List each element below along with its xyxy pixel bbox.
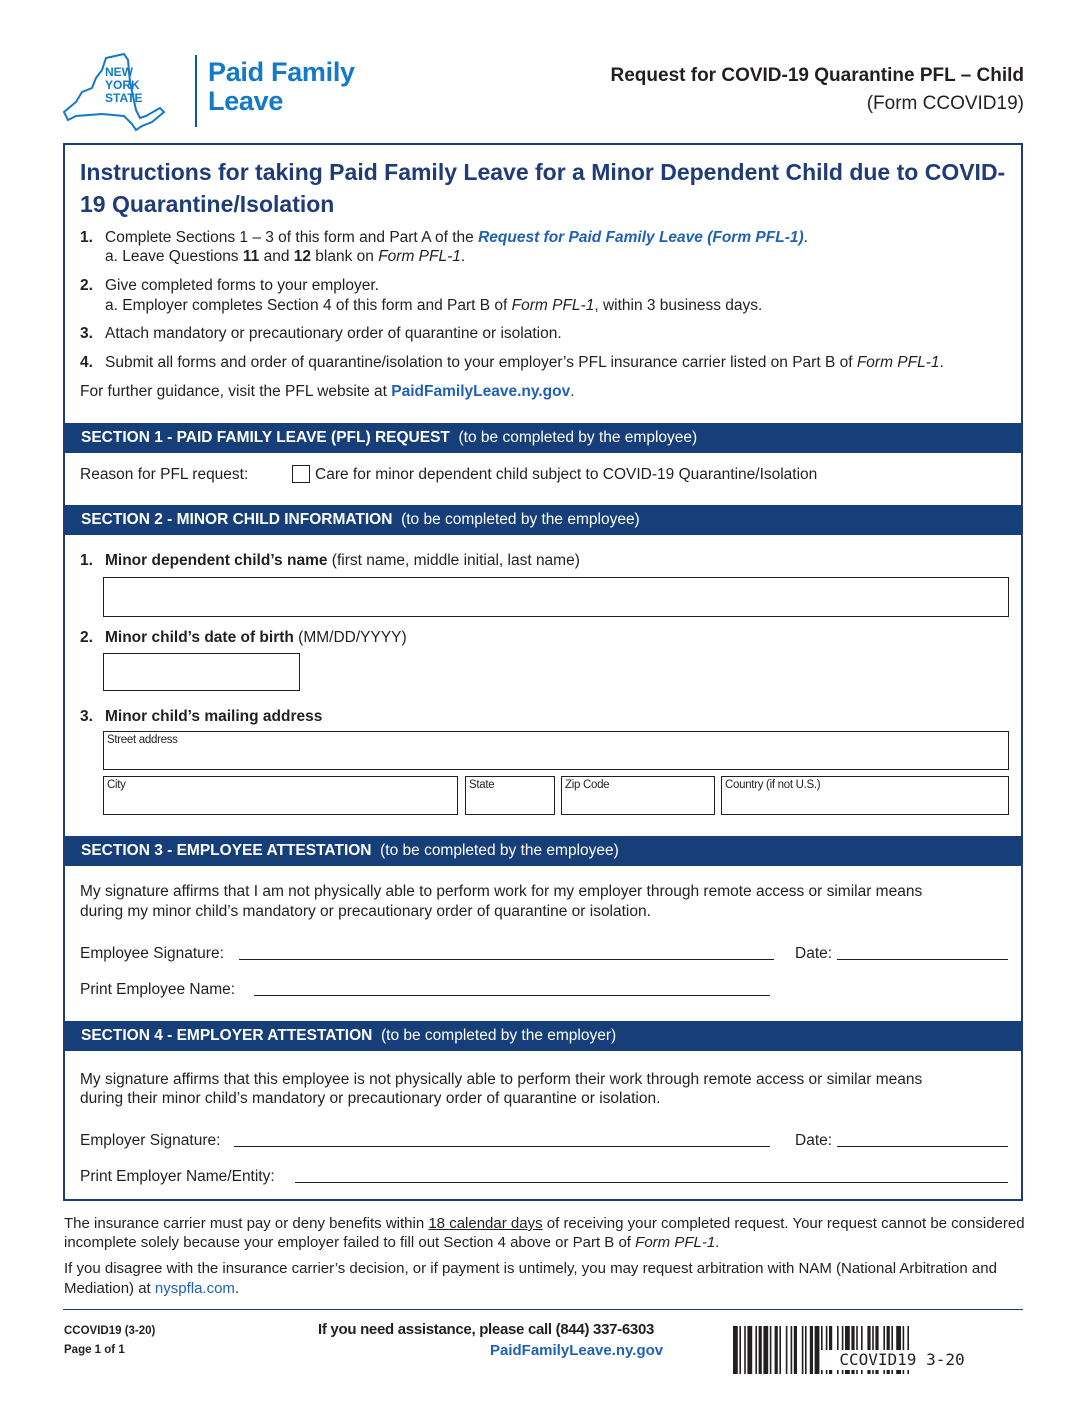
section-3-title: SECTION 3 - EMPLOYEE ATTESTATION: [81, 842, 372, 859]
note-1-line1: [64, 1214, 1025, 1234]
employee-date-line[interactable]: [837, 959, 1008, 960]
step-number: 2.: [80, 277, 93, 294]
q1-hint: (first name, middle initial, last name): [327, 552, 580, 569]
employer-name-label: Print Employer Name/Entity:: [80, 1168, 275, 1185]
barcode-bar: [775, 1326, 778, 1374]
note-text: Mediation) at: [64, 1280, 155, 1297]
q2-hint: (MM/DD/YYYY): [293, 629, 407, 646]
barcode-bar: [791, 1326, 793, 1374]
barcode-bar: [802, 1326, 804, 1374]
sub-end: , within 3 business days.: [594, 297, 763, 314]
child-name-field[interactable]: [103, 577, 1009, 617]
sub-text: a. Leave Questions: [105, 248, 243, 265]
guidance-text: For further guidance, visit the PFL website at: [80, 383, 392, 400]
employer-attestation-line1: My signature affirms that this employee is not physically able to perform their work through remote access or similar means: [80, 1071, 923, 1088]
barcode-bar: [755, 1326, 757, 1374]
section-1-header: [65, 423, 1021, 453]
barcode-bar: [759, 1326, 762, 1374]
barcode-bar: [747, 1326, 752, 1374]
barcode-bar: [805, 1326, 807, 1374]
step-2: [80, 276, 379, 296]
zip-label: Zip Code: [565, 779, 610, 791]
question-number: 3.: [80, 708, 93, 725]
logo-state-line1: NEW: [105, 65, 133, 79]
step-number: 1.: [80, 229, 93, 246]
employee-signature-line[interactable]: [239, 959, 774, 960]
step-1: [80, 228, 808, 248]
section-1-note: (to be completed by the employee): [458, 429, 698, 446]
footer-assistance: If you need assistance, please call (844) 337-6303: [318, 1321, 655, 1338]
barcode-bar: [744, 1326, 746, 1374]
city-field[interactable]: [103, 776, 458, 815]
step-3: [80, 324, 562, 344]
step-1-sub: [105, 247, 465, 267]
reason-label: Reason for PFL request:: [80, 466, 249, 483]
q1-label: Minor dependent child’s name: [105, 552, 328, 569]
step-number: 4.: [80, 354, 93, 371]
sub-text: blank on: [311, 248, 379, 265]
employer-name-line[interactable]: [295, 1182, 1008, 1183]
barcode-bar: [739, 1326, 741, 1374]
step-end: .: [939, 354, 944, 371]
question-1: [80, 551, 580, 571]
barcode-bar: [779, 1326, 781, 1374]
barcode-bar: [794, 1326, 797, 1374]
step-text: Give completed forms to your employer.: [105, 277, 379, 294]
barcode-bar: [815, 1326, 820, 1374]
employer-attestation-line2: during their minor child’s mandatory or precautionary order of quarantine or isolation.: [80, 1090, 661, 1107]
footer-form-code: CCOVID19 (3-20): [64, 1325, 156, 1337]
question-3: [80, 707, 322, 727]
note-text: of receiving your completed request. Your request cannot be considered: [542, 1215, 1025, 1232]
street-address-field[interactable]: [103, 731, 1009, 770]
employee-name-line[interactable]: [254, 995, 770, 996]
step-form: Form PFL-1: [856, 354, 940, 371]
covid-care-option-label: Care for minor dependent child subject to COVID-19 Quarantine/Isolation: [315, 466, 818, 483]
program-line2: Leave: [208, 86, 284, 116]
question-number: 1.: [80, 552, 93, 569]
new-york-state-map-logo: [62, 52, 170, 132]
employee-name-label: Print Employee Name:: [80, 981, 236, 998]
step-number: 3.: [80, 325, 93, 342]
section-3-header: [65, 836, 1021, 866]
employee-date-label: Date:: [795, 945, 833, 962]
guidance-end: .: [570, 383, 575, 400]
step-4: [80, 353, 944, 373]
barcode-bar: [733, 1326, 738, 1374]
child-dob-field[interactable]: [103, 653, 300, 691]
section-2-note: (to be completed by the employee): [401, 511, 640, 528]
logo-divider: [195, 55, 197, 127]
note-18-days: 18 calendar days: [428, 1215, 543, 1232]
country-field[interactable]: [721, 776, 1009, 815]
form-id: (Form CCOVID19): [866, 93, 1024, 114]
sub-end: .: [460, 248, 466, 265]
section-4-title: SECTION 4 - EMPLOYER ATTESTATION: [81, 1027, 373, 1044]
section-3-note: (to be completed by the employee): [380, 842, 619, 859]
zip-field[interactable]: [561, 776, 715, 815]
step-text: Submit all forms and order of quarantine/isolation to your employer’s PFL insurance carrier listed on Part B of: [105, 354, 857, 371]
footer-page: Page 1 of 1: [64, 1344, 125, 1356]
pfl-website-link[interactable]: PaidFamilyLeave.ny.gov: [391, 383, 571, 400]
note-1-line2: [64, 1233, 719, 1253]
employee-signature-label: Employee Signature:: [80, 945, 224, 962]
employer-signature-line[interactable]: [234, 1146, 770, 1147]
section-2-title: SECTION 2 - MINOR CHILD INFORMATION: [81, 511, 393, 528]
note-text: The insurance carrier must pay or deny benefits within: [64, 1215, 429, 1232]
step-text-end: .: [803, 229, 808, 246]
step-text: Attach mandatory or precautionary order of quarantine or isolation.: [105, 325, 562, 342]
section-1-title: SECTION 1 - PAID FAMILY LEAVE (PFL) REQUEST: [81, 429, 450, 446]
note-2-line1: If you disagree with the insurance carrier’s decision, or if payment is untimely, you may request arbitration with NAM (National Arbitration and: [64, 1260, 997, 1277]
section-2-header: [65, 505, 1021, 535]
footer-rule: [63, 1309, 1023, 1310]
step-text: Complete Sections 1 – 3 of this form and Part A of the: [105, 229, 479, 246]
q3-label: Minor child’s mailing address: [105, 708, 323, 725]
question-2: [80, 628, 407, 648]
instructions-title: Instructions for taking Paid Family Leave for a Minor Dependent Child due to COVID-19 Quarantine/Isolation: [80, 159, 1006, 217]
note-end: .: [234, 1280, 240, 1297]
barcode-bar: [770, 1326, 772, 1374]
document-title: Request for COVID-19 Quarantine PFL – Child: [610, 65, 1024, 86]
section-4-note: (to be completed by the employer): [380, 1027, 617, 1044]
note-form: Form PFL-1: [635, 1234, 716, 1251]
program-line1: Paid Family: [208, 57, 355, 87]
step-2-sub: [105, 296, 762, 316]
employee-attestation-line2: during my minor child’s mandatory or precautionary order of quarantine or isolation.: [80, 903, 651, 920]
city-label: City: [107, 779, 126, 791]
section-4-header: [65, 1021, 1021, 1051]
program-logo-text: [208, 58, 355, 116]
barcode-text: CCOVID19 3-20: [820, 1350, 984, 1370]
country-label: Country (if not U.S.): [725, 779, 821, 791]
state-label: State: [469, 779, 495, 791]
sub-q11: 11: [242, 248, 260, 265]
question-number: 2.: [80, 629, 93, 646]
note-end: .: [715, 1234, 720, 1251]
sub-text: and: [259, 248, 294, 265]
sub-form: Form PFL-1: [378, 248, 461, 265]
guidance: [80, 382, 575, 402]
covid-care-checkbox[interactable]: [292, 465, 310, 483]
employer-date-line[interactable]: [837, 1146, 1008, 1147]
employer-signature-label: Employer Signature:: [80, 1132, 221, 1149]
sub-text: a. Employer completes Section 4 of this form and Part B of: [105, 297, 512, 314]
note-text: incomplete solely because your employer failed to fill out Section 4 above or Part B of: [64, 1234, 636, 1251]
logo-state-line3: STATE: [105, 91, 143, 105]
note-2-line2: [64, 1279, 239, 1299]
logo-state-line2: YORK: [105, 78, 140, 92]
barcode-bar: [786, 1326, 788, 1374]
pfl1-link[interactable]: Request for Paid Family Leave (Form PFL-1): [478, 229, 804, 246]
barcode-bar: [763, 1326, 768, 1374]
nam-link[interactable]: nyspfla.com: [154, 1280, 235, 1297]
sub-form: Form PFL-1: [511, 297, 595, 314]
barcode-bar: [810, 1326, 813, 1374]
state-field[interactable]: [465, 776, 555, 815]
street-label: Street address: [107, 734, 178, 746]
employer-date-label: Date:: [795, 1132, 833, 1149]
q2-label: Minor child’s date of birth: [105, 629, 294, 646]
sub-q12: 12: [293, 248, 311, 265]
employee-attestation-line1: My signature affirms that I am not physically able to perform work for my employer through remote access or similar means: [80, 883, 923, 900]
footer-website-link[interactable]: PaidFamilyLeave.ny.gov: [490, 1342, 664, 1359]
